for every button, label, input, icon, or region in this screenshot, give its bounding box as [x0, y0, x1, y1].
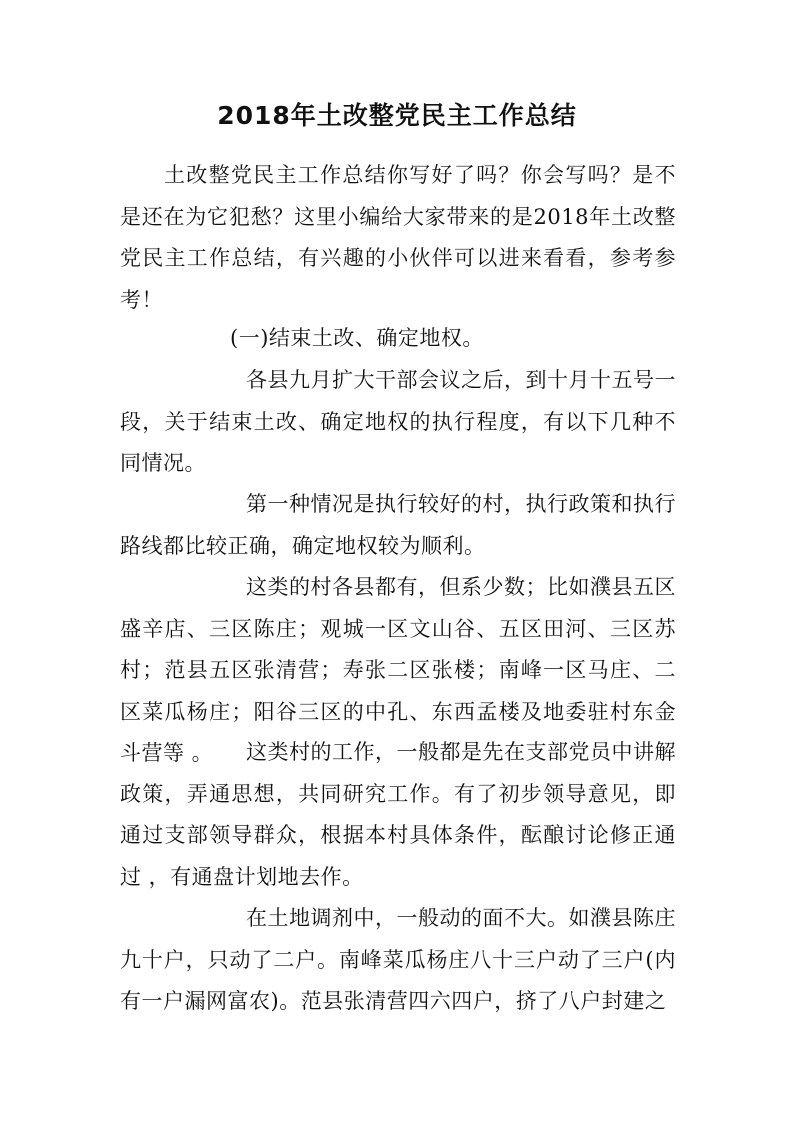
body-paragraph: 这类村的工作，一般都是先在支部党员中讲解政策，弄通思想，共同研究工作。有了初步领导意见，即通过支部领导群众，根据本村具体条件，酝酿讨论修正通过 ，有通盘计划地去作。 [120, 740, 676, 889]
body-paragraph: 各县九月扩大干部会议之后，到十月十五号一段，关于结束土改、确定地权的执行程度，有以下几种不同情况。 [120, 368, 676, 475]
body-paragraph: 第一种情况是执行较好的村，执行政策和执行路线都比较正确，确定地权较为顺利。 [120, 492, 676, 558]
document-title: 2018年土改整党民主工作总结 [217, 101, 577, 130]
intro-paragraph: 土改整党民主工作总结你写好了吗？你会写吗？是不是还在为它犯愁？这里小编给大家带来的是2018年土改整党民主工作总结，有兴趣的小伙伴可以进来看看，参考参考！ [120, 163, 676, 312]
body-paragraph: 在土地调剂中，一般动的面不大。如濮县陈庄九十户，只动了二户。南峰菜瓜杨庄八十三户动了三户(内有一户漏网富农)。范县张清营四六四户，挤了八户封建之 [120, 906, 676, 1013]
body-paragraph: 这类的村各县都有，但系少数；比如濮县五区盛辛店、三区陈庄；观城一区文山谷、五区田河、三区苏村；范县五区张清营；寿张二区张楼；南峰一区马庄、二区菜瓜杨庄；阳谷三区的中孔、东西孟楼及地委驻村东金斗营等 。 [120, 575, 676, 765]
section-heading: (一)结束土改、确定地权。 [230, 326, 484, 350]
